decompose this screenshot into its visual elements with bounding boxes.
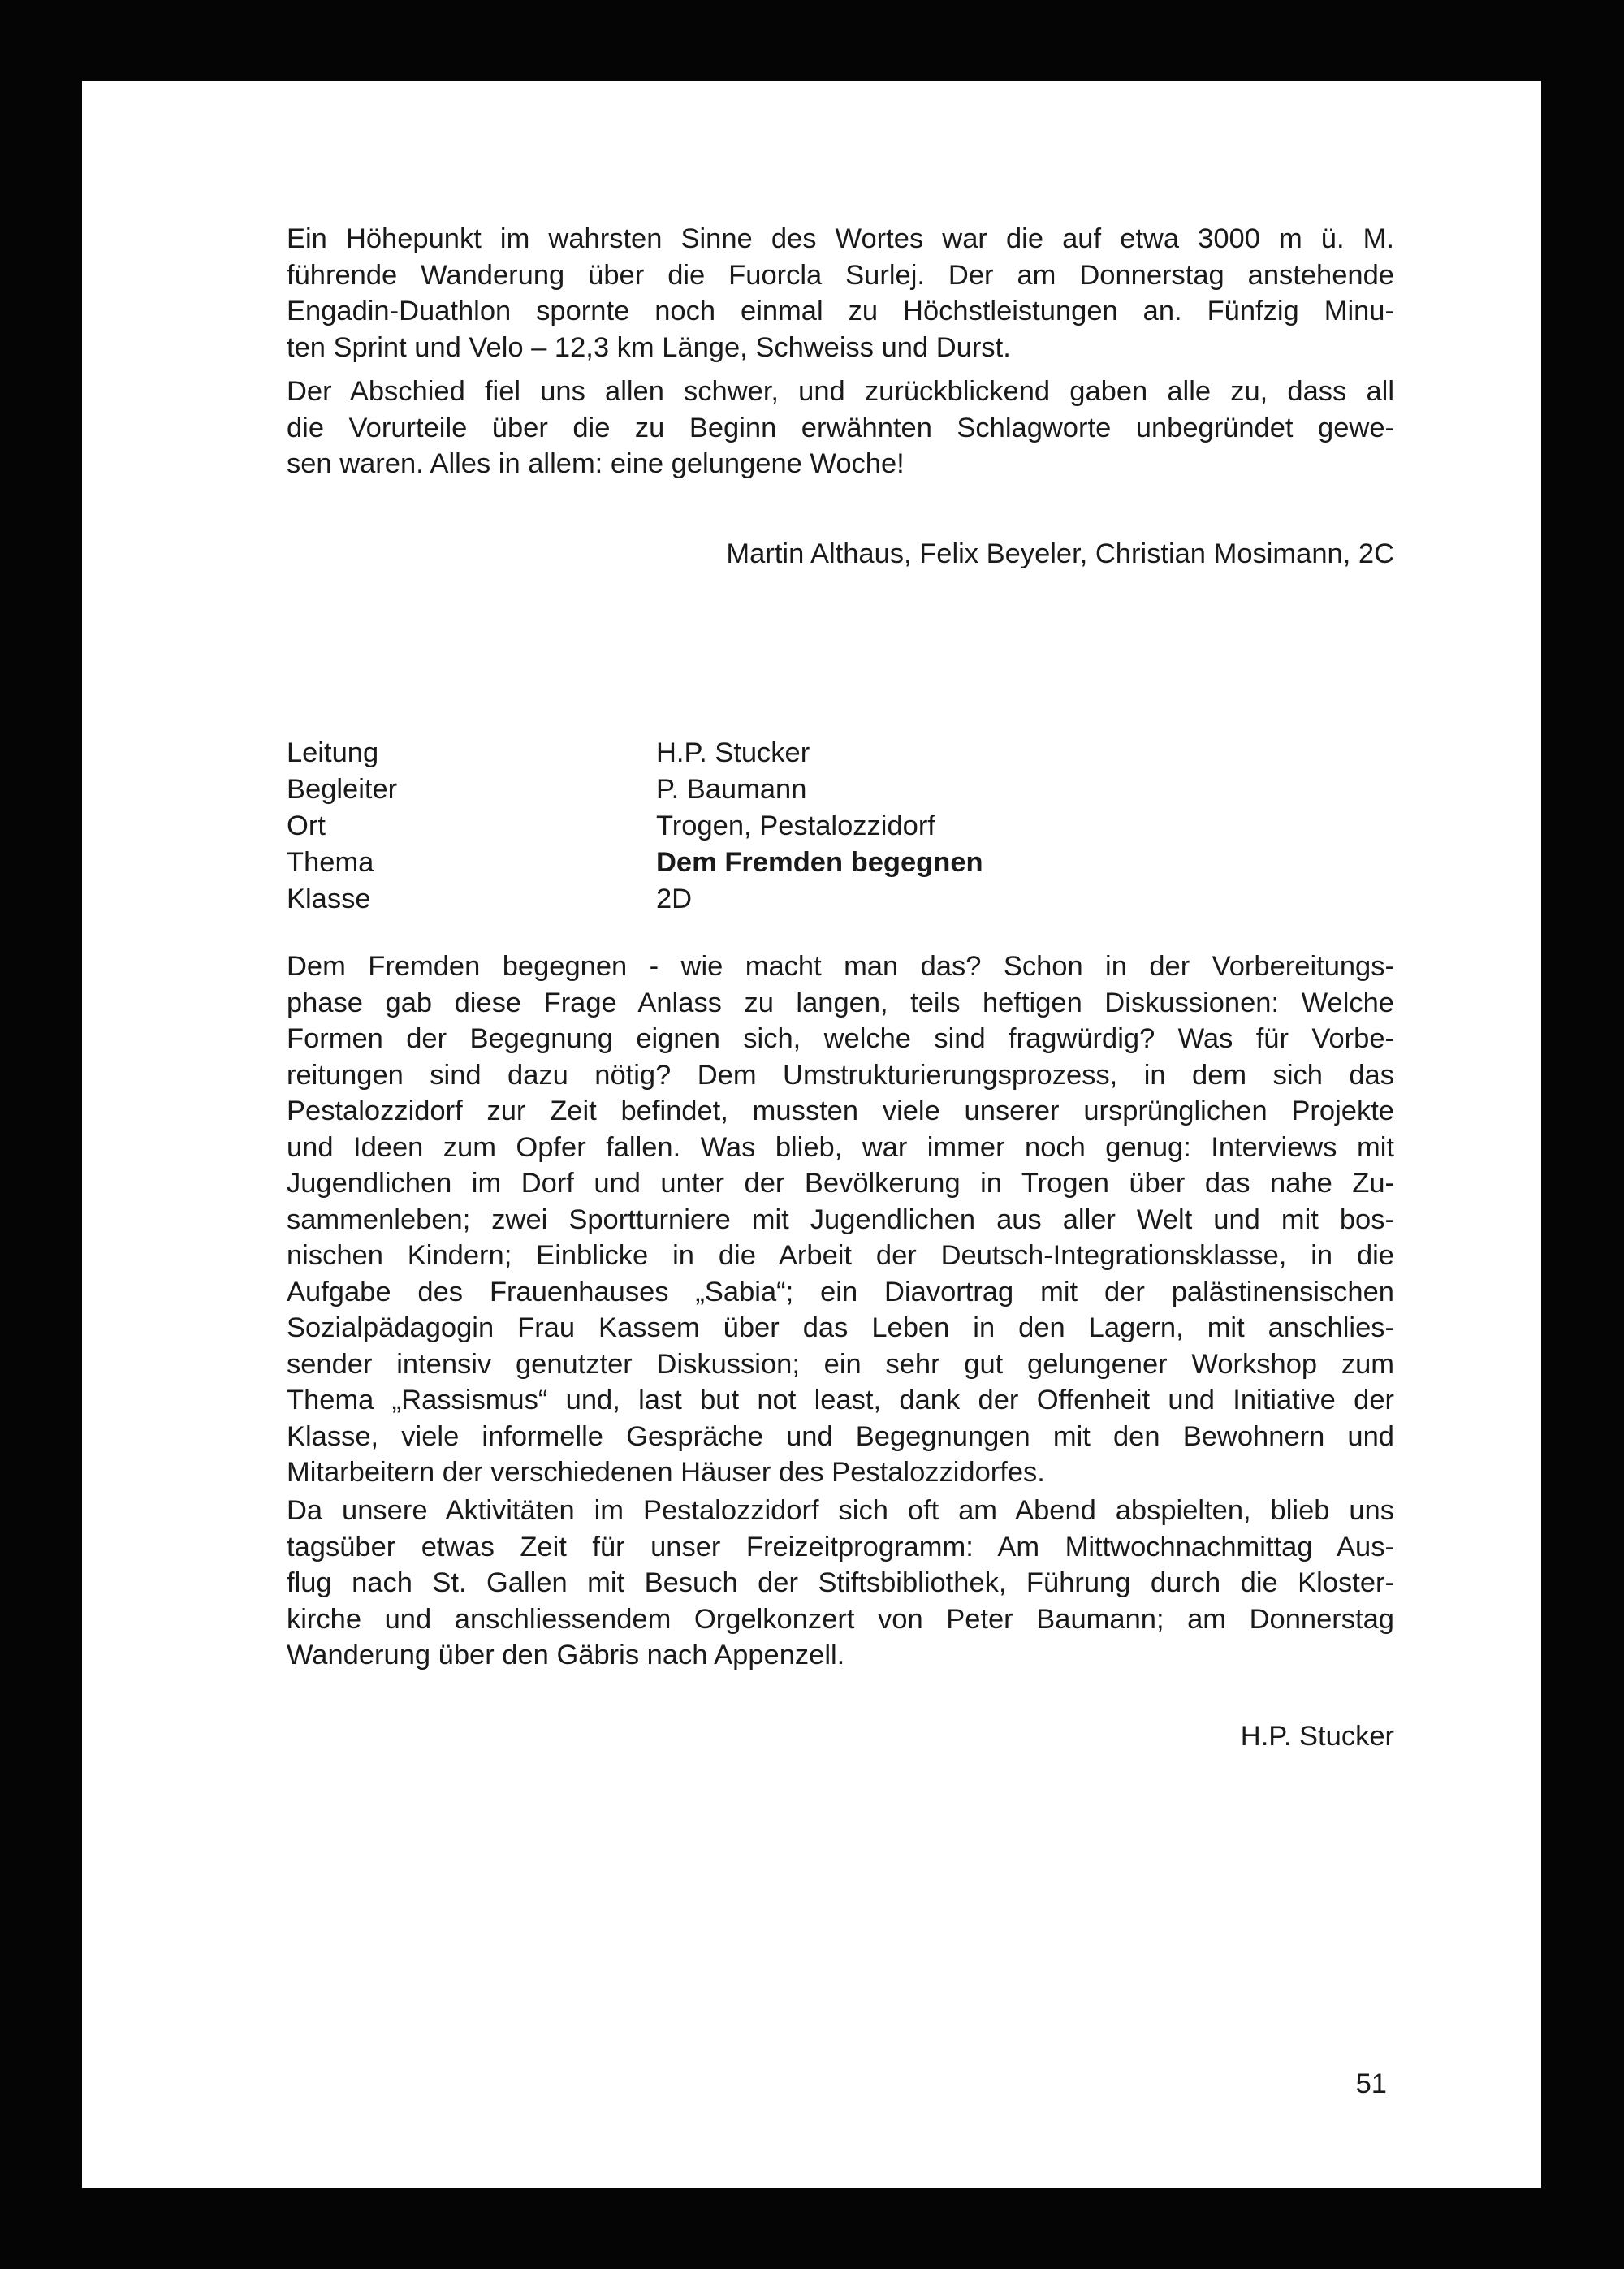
text-line: phase gab diese Frage Anlass zu langen, teils heftigen Diskussionen: Welche (287, 987, 1394, 1018)
text-line: kirche und anschliessendem Orgelkonzert von Peter Baumann; am Donnerstag (287, 1603, 1394, 1635)
info-row-begleiter (287, 771, 983, 808)
page-number: 51 (1355, 2068, 1387, 2099)
info-label: Thema (287, 847, 374, 878)
paragraph-freizeitprogramm (287, 1493, 1394, 1674)
text-line: sen waren. Alles in allem: eine gelungene Woche! (287, 448, 905, 479)
info-value: H.P. Stucker (656, 737, 810, 768)
text-line: Aufgabe des Frauenhauses „Sabia“; ein Diavortrag mit der palästinensischen (287, 1276, 1394, 1307)
info-label: Klasse (287, 884, 371, 914)
info-row-thema (287, 845, 983, 881)
text-line: reitungen sind dazu nötig? Dem Umstrukturierungsprozess, in dem sich das (287, 1059, 1394, 1091)
info-row-ort (287, 808, 983, 845)
info-label: Ort (287, 810, 326, 841)
text-line: tagsüber etwas Zeit für unser Freizeitprogramm: Am Mittwochnachmittag Aus- (287, 1531, 1394, 1562)
info-label: Begleiter (287, 774, 398, 805)
text-line: Klasse, viele informelle Gespräche und Begegnungen mit den Bewohnern und (287, 1420, 1394, 1452)
info-value: P. Baumann (656, 774, 807, 805)
paragraph-hoehepunkt (287, 221, 1394, 365)
text-line: Ein Höhepunkt im wahrsten Sinne des Wortes war die auf etwa 3000 m ü. M. (287, 223, 1394, 254)
text-line: führende Wanderung über die Fuorcla Surlej. Der am Donnerstag anstehende (287, 259, 1394, 291)
info-label: Leitung (287, 737, 379, 768)
text-line: flug nach St. Gallen mit Besuch der Stiftsbibliothek, Führung durch die Kloster- (287, 1567, 1394, 1598)
text-line: Pestalozzidorf zur Zeit befindet, mussten viele unserer ursprünglichen Projekte (287, 1096, 1394, 1126)
info-value: Trogen, Pestalozzidorf (656, 810, 935, 841)
document-page (82, 81, 1541, 2188)
text-line: die Vorurteile über die zu Beginn erwähnten Schlagworte unbegründet gewe- (287, 412, 1394, 443)
info-table (287, 735, 983, 918)
text-line: Der Abschied fiel uns allen schwer, und zurückblickend gaben alle zu, dass all (287, 376, 1394, 407)
text-line: Thema „Rassismus“ und, last but not least, dank der Offenheit und Initiative der (287, 1385, 1394, 1415)
info-value: 2D (656, 884, 693, 914)
text-line: sammenleben; zwei Sportturniere mit Jugendlichen aus aller Welt und mit bos- (287, 1204, 1394, 1235)
info-value-title: Dem Fremden begegnen (656, 847, 983, 878)
text-line: Engadin-Duathlon spornte noch einmal zu Höchstleistungen an. Fünfzig Minu- (287, 296, 1394, 326)
text-line: Wanderung über den Gäbris nach Appenzell. (287, 1640, 845, 1670)
info-row-leitung (287, 735, 983, 771)
text-line: Sozialpädagogin Frau Kassem über das Leben in den Lagern, mit anschlies- (287, 1312, 1394, 1343)
text-line: Jugendlichen im Dorf und unter der Bevölkerung in Trogen über das nahe Zu- (287, 1168, 1394, 1199)
text-line: Da unsere Aktivitäten im Pestalozzidorf sich oft am Abend abspielten, blieb uns (287, 1495, 1394, 1526)
info-row-klasse (287, 881, 983, 918)
text-line: ten Sprint und Velo – 12,3 km Länge, Schweiss und Durst. (287, 331, 1011, 363)
text-line: nischen Kindern; Einblicke in die Arbeit der Deutsch-Integrationsklasse, in die (287, 1240, 1394, 1271)
authors-signature: Martin Althaus, Felix Beyeler, Christian Mosimann, 2C (726, 538, 1394, 569)
text-line: und Ideen zum Opfer fallen. Was blieb, war immer noch genug: Interviews mit (287, 1131, 1394, 1163)
text-line: sender intensiv genutzter Diskussion; ein sehr gut gelungener Workshop zum (287, 1348, 1394, 1380)
paragraph-fremden-begegnen (287, 949, 1394, 1491)
text-line: Mitarbeitern der verschiedenen Häuser des Pestalozzidorfes. (287, 1457, 1045, 1488)
paragraph-abschied (287, 374, 1394, 482)
signature: H.P. Stucker (1240, 1721, 1394, 1752)
text-line: Dem Fremden begegnen - wie macht man das? Schon in der Vorbereitungs- (287, 951, 1394, 982)
text-line: Formen der Begegnung eignen sich, welche sind fragwürdig? Was für Vorbe- (287, 1023, 1394, 1054)
